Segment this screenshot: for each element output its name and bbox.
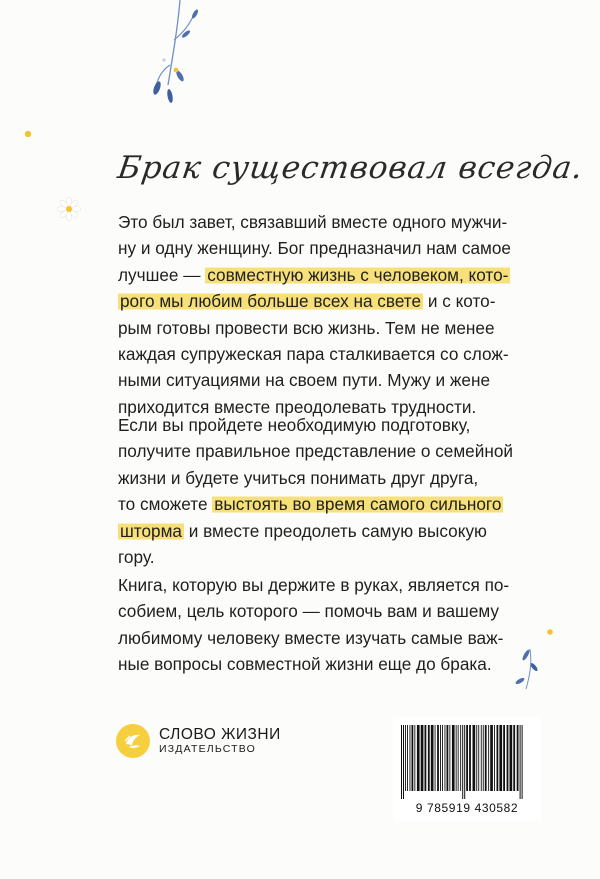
barcode-bar xyxy=(437,725,439,791)
paragraph-line xyxy=(118,341,518,367)
barcode-bar xyxy=(435,725,436,791)
paragraph-line xyxy=(118,412,518,438)
barcode-bar xyxy=(460,725,461,791)
barcode-bar xyxy=(503,725,505,791)
barcode-bar xyxy=(488,725,489,791)
barcode-bar xyxy=(410,725,411,791)
paragraph-text: то сможете xyxy=(118,494,213,515)
paragraph-line xyxy=(118,625,518,651)
paragraph-text: жизни и будете учиться понимать друг друга, xyxy=(118,467,479,488)
paragraph-text: рым готовы провести всю жизнь. Тем не менее xyxy=(118,317,495,338)
dot-icon xyxy=(544,626,556,638)
barcode-bar xyxy=(494,725,495,791)
paragraph-text: ные вопросы совместной жизни еще до брака. xyxy=(118,654,492,675)
paragraph-line xyxy=(118,262,518,288)
paragraph-line xyxy=(118,288,518,314)
highlighted-text: выстоять во время самого сильного xyxy=(214,494,502,515)
paragraph-text: Если вы пройдете необходимую подготовку, xyxy=(118,415,471,435)
paragraph-text: любимому человеку вместе изучать самые важ- xyxy=(118,627,504,648)
publisher-block xyxy=(116,724,281,758)
paragraph-text: ну и одну женщину. Бог предназначил нам самое xyxy=(118,238,511,259)
highlighted-text: шторма xyxy=(120,520,182,541)
cover-tagline: Брак существовал всегда. xyxy=(115,150,586,186)
paragraph-text: получите правильное представление о семейной xyxy=(118,441,513,462)
barcode-bar xyxy=(425,725,427,791)
paragraph-line xyxy=(118,438,518,464)
paragraph-line xyxy=(118,367,518,393)
barcode-icon xyxy=(399,725,535,799)
barcode-bar xyxy=(497,725,499,791)
barcode-bar xyxy=(417,725,420,791)
barcode-bar xyxy=(458,725,459,791)
barcode-bar xyxy=(481,725,482,791)
highlighted-text: рого мы любим больше всех на свете xyxy=(120,291,422,312)
barcode-bar xyxy=(469,725,471,791)
barcode-bar xyxy=(513,725,515,791)
paragraph-line xyxy=(118,209,518,235)
paragraph-text: и вместе преодолеть самую высокую xyxy=(183,520,487,541)
dot-icon xyxy=(22,128,34,140)
barcode-bar xyxy=(428,725,430,791)
paragraph-line xyxy=(118,651,518,677)
paragraph-1 xyxy=(118,209,518,420)
barcode-bar xyxy=(440,725,441,791)
paragraph-line xyxy=(118,544,518,570)
floral-sprig-icon xyxy=(140,0,230,110)
isbn-barcode xyxy=(393,717,541,821)
paragraph-text: Это был завет, связавший вместе одного мужчи- xyxy=(118,212,508,232)
barcode-bar xyxy=(407,725,408,791)
barcode-bar xyxy=(520,725,521,799)
paragraph-line xyxy=(118,235,518,261)
paragraph-2 xyxy=(118,412,518,570)
barcode-bar xyxy=(456,725,457,791)
paragraph-3 xyxy=(118,572,518,678)
barcode-bar xyxy=(478,725,479,791)
barcode-bar xyxy=(401,725,402,799)
paragraph-text: и с кото- xyxy=(423,291,496,312)
highlighted-text: совместную жизнь с человеком, кото- xyxy=(207,264,509,285)
paragraph-line xyxy=(118,598,518,624)
barcode-bar xyxy=(412,725,414,791)
paragraph-line xyxy=(118,465,518,491)
paragraph-line xyxy=(118,518,518,544)
paragraph-line xyxy=(118,491,518,517)
barcode-bar xyxy=(431,725,434,791)
barcode-bar xyxy=(510,725,513,791)
paragraph-line xyxy=(118,572,518,598)
barcode-bar xyxy=(485,725,487,791)
barcode-bar xyxy=(464,725,465,799)
barcode-bar xyxy=(499,725,502,791)
paragraph-text: гору. xyxy=(118,547,155,568)
daisy-icon xyxy=(56,196,82,222)
barcode-bar xyxy=(473,725,476,791)
barcode-bar xyxy=(452,725,455,791)
barcode-bar xyxy=(449,725,450,791)
barcode-bar xyxy=(466,725,468,791)
barcode-bar xyxy=(405,725,406,791)
barcode-bar xyxy=(421,725,424,791)
barcode-bar xyxy=(507,725,509,791)
barcode-bar xyxy=(414,725,415,791)
barcode-bar xyxy=(476,725,477,791)
paragraph-line xyxy=(118,315,518,341)
barcode-bar xyxy=(403,725,404,799)
paragraph-text: приходится вместе преодолевать трудности. xyxy=(118,396,477,417)
paragraph-text: ными ситуациями на своем пути. Мужу и жене xyxy=(118,370,491,391)
barcode-bar xyxy=(483,725,484,791)
barcode-bar xyxy=(490,725,493,791)
publisher-name: СЛОВО ЖИЗНИ xyxy=(159,726,281,743)
barcode-bar xyxy=(517,725,519,791)
paragraph-text: каждая супружеская пара сталкивается со слож- xyxy=(118,344,509,365)
paragraph-text: лучшее — xyxy=(118,264,206,285)
barcode-bar xyxy=(522,725,523,799)
publisher-subtitle: ИЗДАТЕЛЬСТВО xyxy=(159,743,257,755)
publisher-logo-icon xyxy=(116,724,150,758)
barcode-bar xyxy=(442,725,443,791)
barcode-number: 9 785919 430582 xyxy=(415,801,519,815)
barcode-bar xyxy=(462,725,463,799)
barcode-bar xyxy=(445,725,446,791)
paragraph-text: Книга, которую вы держите в руках, является по- xyxy=(118,575,510,595)
paragraph-text: собием, цель которого — помочь вам и вашему xyxy=(118,601,500,622)
barcode-bar xyxy=(447,725,449,791)
